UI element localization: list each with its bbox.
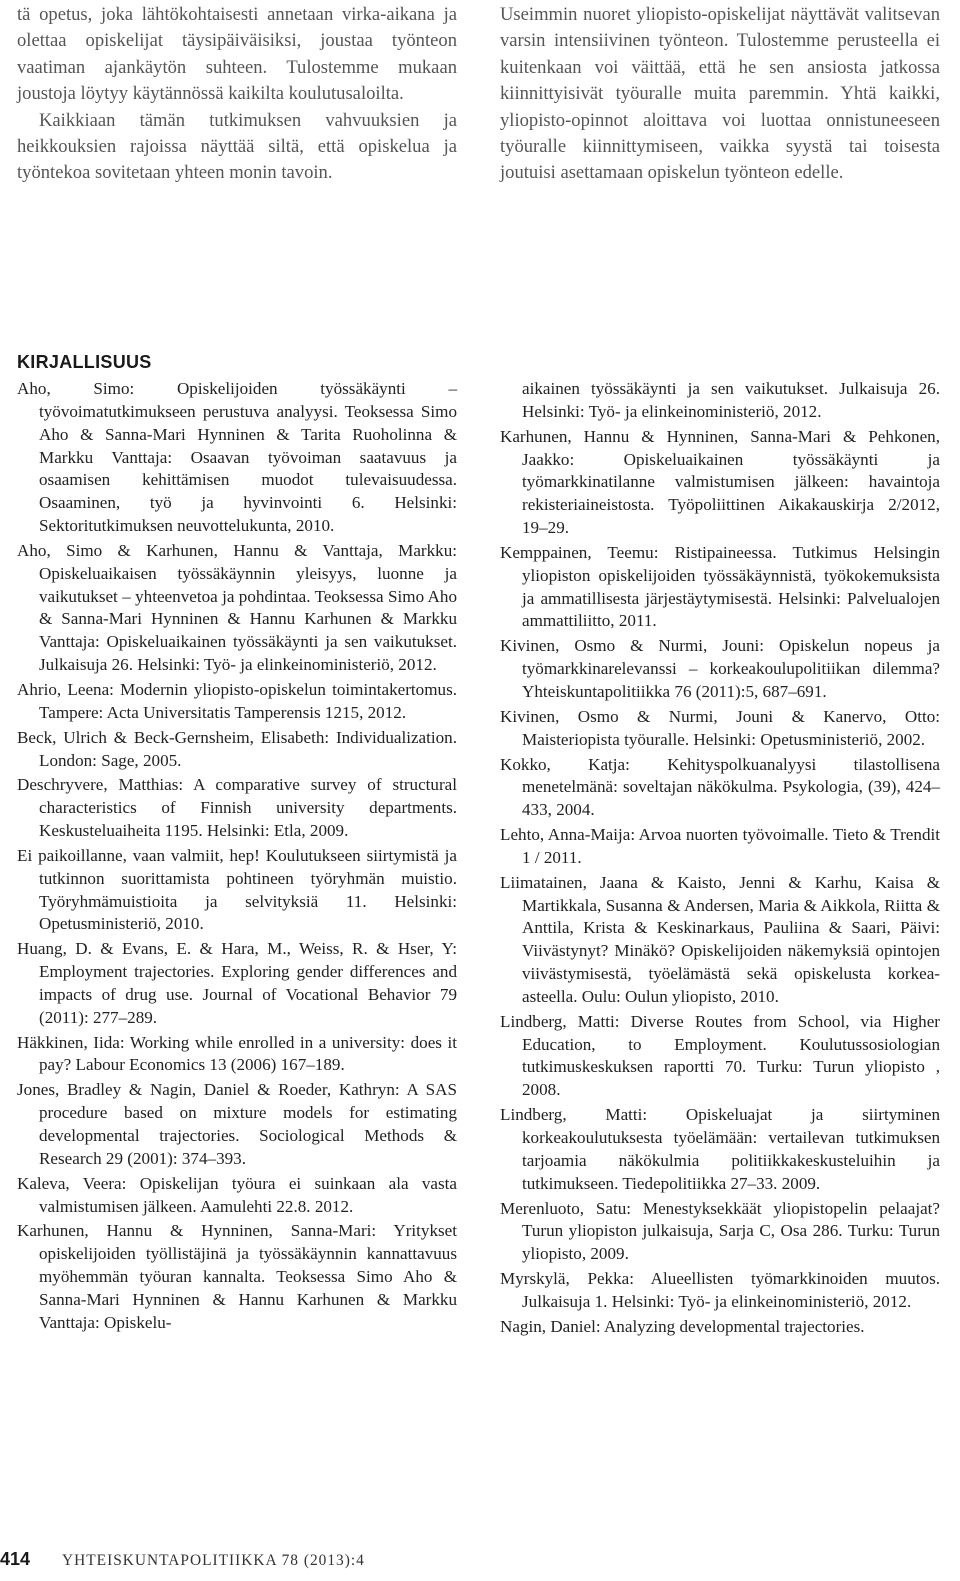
body-text-left-column <box>17 2 457 187</box>
reference-item: Ahrio, Leena: Modernin yliopisto-opiskelun toimintakertomus. Tampere: Acta Universitatis Tamperensis 1215, 2012. <box>17 679 457 722</box>
reference-item: Kivinen, Osmo & Nurmi, Jouni: Opiskelun nopeus ja työmarkkinarelevanssi – korkeakoulupolitiikan dilemma? Yhteiskuntapolitiikka 76 (2011):5, 687–691. <box>500 636 940 701</box>
body-paragraph: tä opetus, joka lähtökohtaisesti annetaan virka-aikana ja olettaa opiskelijat täysipäiväisiksi, joustaa työnteon vaatiman ajankäytön suhteen. Tulostemme mukaan joustoja löytyy käytännössä kaikilta koulutusaloilta. <box>17 4 457 105</box>
body-text-right-column <box>500 2 940 187</box>
reference-item: Huang, D. & Evans, E. & Hara, M., Weiss, R. & Hser, Y: Employment trajectories. Exploring gender differences and impacts of drug use. Journal of Vocational Behavior 79 (2011): 277–289. <box>17 939 457 1027</box>
body-paragraph: Kaikkiaan tämän tutkimuksen vahvuuksien ja heikkouksien rajoissa näyttää siltä, että opiskelua ja työntekoa sovitetaan yhteen monin tavoin. <box>17 109 457 184</box>
reference-item-continuation: aikainen työssäkäynti ja sen vaikutukset. Julkaisuja 26. Helsinki: Työ- ja elinkeinoministeriö, 2012. <box>522 379 940 421</box>
reference-item: Kemppainen, Teemu: Ristipaineessa. Tutkimus Helsingin yliopiston opiskelijoiden työssäkäynnistä, työkokemuksista ja ammatillisesta järjestäytymisestä. Helsinki: Palvelualojen ammattiliitto, 2011. <box>500 542 940 631</box>
reference-item: Liimatainen, Jaana & Kaisto, Jenni & Karhu, Kaisa & Martikkala, Susanna & Andersen, Maria & Aikkola, Riitta & Anttila, Krista & Keskinarkaus, Pauliina & Saari, Päivi: Viivästynyt? Minäkö? Opiskelijoiden näkemyksiä opintojen viivästymisestä, työelämästä sekä opiskelusta korkea-asteella. Oulu: Oulun yliopisto, 2010. <box>500 872 940 1006</box>
reference-item: Ei paikoillanne, vaan valmiit, hep! Koulutukseen siirtymistä ja tutkinnon suorittamista pohtineen työryhmän muistio. Työryhmämuistioita ja selvityksiä 11. Helsinki: Opetusministeriö, 2010. <box>17 845 457 934</box>
reference-item: Aho, Simo & Karhunen, Hannu & Vanttaja, Markku: Opiskeluaikaisen työssäkäynnin yleisyys, luonne ja vaikutukset ‒ yhteenvetoa ja pohdintaa. Teoksessa Simo Aho & Sanna-Mari Hynninen & Hannu Karhunen & Markku Vanttaja: Opiskeluaikainen työssäkäynti ja sen vaikutukset. Julkaisuja 26. Helsinki: Työ- ja elinkeinoministeriö, 2012. <box>17 540 457 675</box>
body-paragraph: Useimmin nuoret yliopisto-opiskelijat näyttävät valitsevan varsin intensiivinen työnteon. Tulostemme perusteella ei kuitenkaan voi väittää, että he sen ansiosta jatkossa kiinnittyisivät työuralle muita paremmin. Yhtä kaikki, yliopisto-opinnot aloittava voi luottaa onnistuneeseen työuralle kiinnittymiseen, vaikka syystä tai toisesta joutuisi asettamaan opiskelun työnteon edelle. <box>500 4 940 184</box>
reference-item: Nagin, Daniel: Analyzing developmental trajectories. <box>500 1316 865 1336</box>
reference-item: Kokko, Katja: Kehityspolkuanalyysi tilastollisena menetelmänä: soveltajan näkökulma. Psykologia, (39), 424–433, 2004. <box>500 754 940 820</box>
reference-item: Kivinen, Osmo & Nurmi, Jouni & Kanervo, Otto: Maisteriopista työuralle. Helsinki: Opetusministeriö, 2002. <box>500 706 940 749</box>
reference-item: Lindberg, Matti: Diverse Routes from School, via Higher Education, to Employment. Koulutussosiologian tutkimuskeskuksen raportti 70. Turku: Turun yliopisto , 2008. <box>500 1011 940 1100</box>
reference-item: Karhunen, Hannu & Hynninen, Sanna-Mari: Yritykset opiskelijoiden työllistäjinä ja työssäkäynnin kannattavuus myöhemmän työuran kannalta. Teoksessa Simo Aho & Sanna-Mari Hynninen & Hannu Karhunen & Markku Vanttaja: Opiskelu- <box>17 1221 457 1332</box>
reference-item: Beck, Ulrich & Beck-Gernsheim, Elisabeth: Individualization. London: Sage, 2005. <box>17 727 457 770</box>
references-heading: KIRJALLISUUS <box>17 352 152 372</box>
reference-item: Lehto, Anna-Maija: Arvoa nuorten työvoimalle. Tieto & Trendit 1 / 2011. <box>500 825 940 867</box>
reference-item: Jones, Bradley & Nagin, Daniel & Roeder, Kathryn: A SAS procedure based on mixture models for estimating developmental trajectories. Sociological Methods & Research 29 (2001): 374–393. <box>17 1080 457 1168</box>
page-number: 414 <box>0 1549 31 1569</box>
reference-item: Aho, Simo: Opiskelijoiden työssäkäynti ‒ työvoimatutkimukseen perustuva analyysi. Teoksessa Simo Aho & Sanna-Mari Hynninen & Tarita Ruoholinna & Markku Vanttaja: Osaavan työvoiman saatavuus ja osaamisen kehittämisen muodot tulevaisuudessa. Osaaminen, työ ja hyvinvointi 6. Helsinki: Sektoritutkimuksen neuvottelukunta, 2010. <box>17 379 457 536</box>
reference-item: Häkkinen, Iida: Working while enrolled in a university: does it pay? Labour Economics 13 (2006) 167–189. <box>17 1032 457 1075</box>
references-right-column <box>500 378 940 1341</box>
reference-item: Lindberg, Matti: Opiskeluajat ja siirtyminen korkeakoulutuksesta työelämään: vertailevan tutkimuksen tarjoamia näkökulmia politiikkakeskusteluihin ja tutkimukseen. Tiedepolitiikka 27–33. 2009. <box>500 1105 940 1193</box>
reference-item: Kaleva, Veera: Opiskelijan työura ei suinkaan ala vasta valmistumisen jälkeen. Aamulehti 22.8. 2012. <box>17 1173 457 1216</box>
reference-item: Karhunen, Hannu & Hynninen, Sanna-Mari & Pehkonen, Jaakko: Opiskeluaikainen työssäkäynti ja työmarkkinatilanne valmistumisen jälkeen: havaintoja rekisteriaineistosta. Työpoliittinen Aikakauskirja 2/2012, 19–29. <box>500 426 940 538</box>
reference-item: Deschryvere, Matthias: A comparative survey of structural characteristics of Finnish university departments. Keskusteluaiheita 1195. Helsinki: Etla, 2009. <box>17 775 457 841</box>
reference-item: Merenluoto, Satu: Menestyksekkäät yliopistopelin pelaajat? Turun yliopiston julkaisuja, Sarja C, Osa 286. Turku: Turun yliopisto, 2009. <box>500 1198 940 1264</box>
journal-running-footer: YHTEISKUNTAPOLITIIKKA 78 (2013):4 <box>62 1552 365 1569</box>
reference-item: Myrskylä, Pekka: Alueellisten työmarkkinoiden muutos. Julkaisuja 1. Helsinki: Työ- ja elinkeinoministeriö, 2012. <box>500 1269 940 1311</box>
references-left-column <box>17 378 457 1337</box>
page-footer <box>0 1549 365 1570</box>
